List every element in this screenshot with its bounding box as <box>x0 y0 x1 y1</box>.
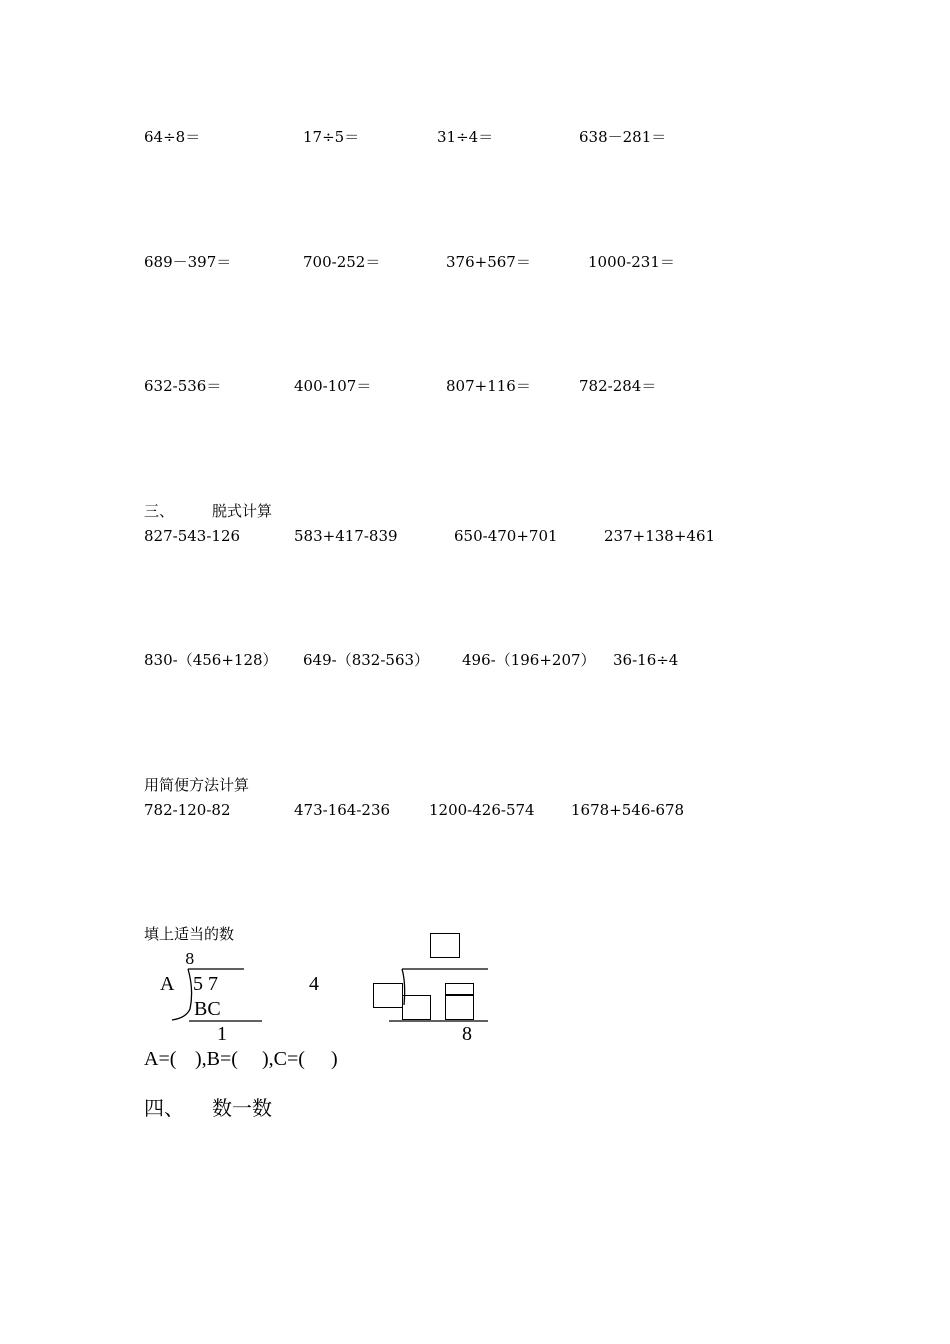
section-title: 脱式计算 <box>212 502 273 520</box>
calc-item: 827-543-126 <box>144 527 241 545</box>
division-bracket <box>172 969 192 1020</box>
calc-item: 1000-231＝ <box>588 253 675 271</box>
calc-item: 632-536＝ <box>144 377 222 395</box>
answer-end: ) <box>331 1048 338 1070</box>
divisor-digit: 4 <box>309 973 319 995</box>
calc-item: 496-（196+207） <box>462 651 596 669</box>
calc-item: 64÷8＝ <box>144 128 201 146</box>
calc-item: 400-107＝ <box>294 377 372 395</box>
calc-item: 689－397＝ <box>144 253 232 271</box>
division-bracket <box>402 969 405 1005</box>
calc-item: 583+417-839 <box>294 527 398 545</box>
simple-calc-title: 用简便方法计算 <box>144 776 250 794</box>
calc-item: 473-164-236 <box>294 801 391 819</box>
dividend-digits: 5 7 <box>193 973 218 995</box>
remainder-digit: 1 <box>217 1023 227 1045</box>
calc-item: 782-120-82 <box>144 801 231 819</box>
calc-item: 638－281＝ <box>579 128 667 146</box>
calc-item: 17÷5＝ <box>303 128 360 146</box>
calc-item: 1678+546-678 <box>571 801 685 819</box>
calc-item: 700-252＝ <box>303 253 381 271</box>
calc-item: 830-（456+128） <box>144 651 278 669</box>
calc-item: 376+567＝ <box>446 253 531 271</box>
section-title: 数一数 <box>212 1096 272 1120</box>
remainder-digit: 8 <box>462 1023 472 1045</box>
calc-item: 807+116＝ <box>446 377 531 395</box>
section-number: 四、 <box>144 1096 184 1120</box>
fill-title: 填上适当的数 <box>144 925 235 943</box>
calc-item: 237+138+461 <box>604 527 716 545</box>
calc-item: 36-16÷4 <box>613 651 679 669</box>
answer-c: ),C=( <box>262 1048 305 1070</box>
answer-a: A=( <box>144 1048 177 1070</box>
calc-item: 649-（832-563） <box>303 651 430 669</box>
calc-item: 650-470+701 <box>454 527 558 545</box>
calc-item: 31÷4＝ <box>437 128 494 146</box>
divisor-letter: A <box>160 973 175 995</box>
product-letters: BC <box>194 998 221 1020</box>
calc-item: 1200-426-574 <box>429 801 535 819</box>
calc-item: 782-284＝ <box>579 377 657 395</box>
answer-b: ),B=( <box>195 1048 238 1070</box>
quotient-digit: 8 <box>185 950 195 968</box>
section-number: 三、 <box>144 502 175 520</box>
